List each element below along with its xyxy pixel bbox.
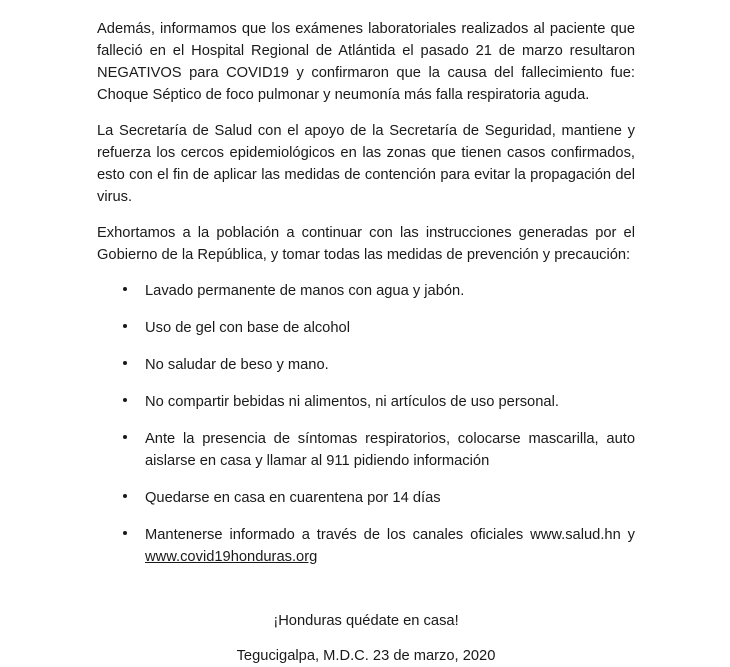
document-content [97, 18, 635, 667]
list-item-quarantine: Quedarse en casa en cuarentena por 14 días [97, 487, 635, 509]
slogan: ¡Honduras quédate en casa! [273, 613, 459, 629]
paragraph-exhortation: Exhortamos a la población a continuar con las instrucciones generadas por el Gobierno de la República, y tomar todas las medidas de prevención y precaución: [97, 225, 635, 263]
paragraph-epidemiological-measures: La Secretaría de Salud con el apoyo de la Secretaría de Seguridad, mantiene y refuerza los cercos epidemiológicos en las zonas que tienen casos confirmados, esto con el fin de aplicar las medidas de contención para evitar la propagación del virus. [97, 123, 635, 205]
list-item-no-greeting: No saludar de beso y mano. [97, 354, 635, 376]
paragraph-lab-results: Además, informamos que los exámenes laboratoriales realizados al paciente que falleció en el Hospital Regional de Atlántida el pasado 21 de marzo resultaron NEGATIVOS para COVID19 y confirmaron que la causa del fallecimiento fue: Choque Séptico de foco pulmonar y neumonía más falla respiratoria aguda. [97, 21, 635, 103]
dateline: Tegucigalpa, M.D.C. 23 de marzo, 2020 [236, 648, 496, 664]
list-item-hand-washing: Lavado permanente de manos con agua y jabón. [97, 280, 635, 302]
list-item-no-sharing: No compartir bebidas ni alimentos, ni artículos de uso personal. [97, 391, 635, 413]
prevention-measures-list [97, 280, 635, 568]
list-item-symptoms: Ante la presencia de síntomas respiratorios, colocarse mascarilla, auto aislarse en casa y llamar al 911 pidiendo información [97, 428, 635, 472]
list-item-alcohol-gel: Uso de gel con base de alcohol [97, 317, 635, 339]
covid19honduras-link[interactable]: www.covid19honduras.org [145, 549, 318, 565]
list-item-official-channels [97, 524, 635, 568]
list-item-official-channels-text: Mantenerse informado a través de los canales oficiales www.salud.hn y [145, 527, 635, 543]
